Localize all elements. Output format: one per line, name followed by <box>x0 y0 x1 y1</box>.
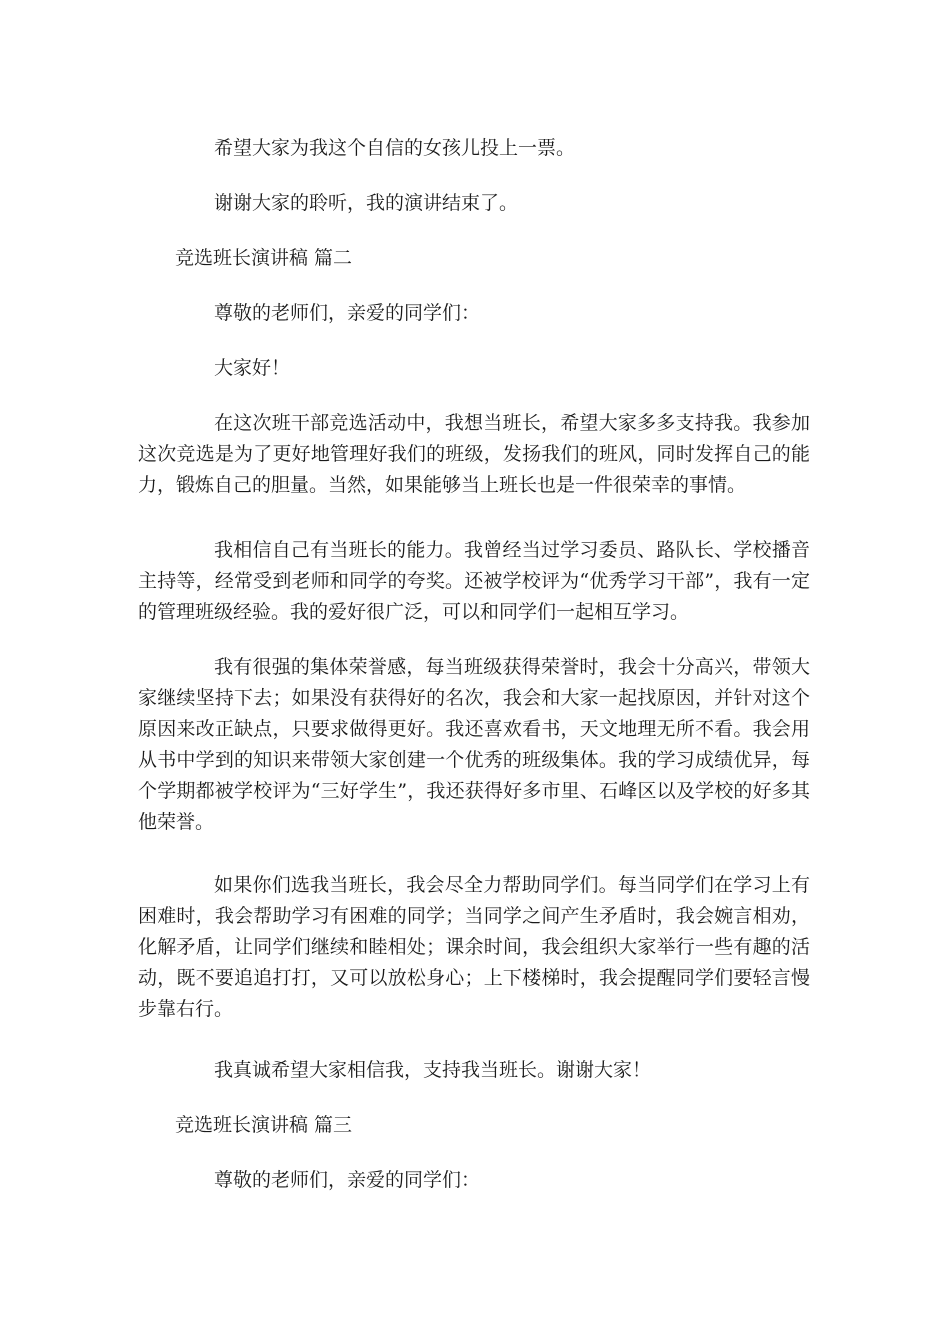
paragraph-promise: 如果你们选我当班长，我会尽全力帮助同学们。每当同学们在学习上有困难时，我会帮助学习有困难的同学；当同学之间产生矛盾时，我会婉言相劝，化解矛盾，让同学们继续和睦相处；课余时间，我会组织大家举行一些有趣的活动，既不要追追打打，又可以放松身心；上下楼梯时，我会提醒同学们要轻言慢步靠右行。 <box>138 874 810 1020</box>
section-heading-part-three: 竞选班长演讲稿 篇三 <box>175 1114 353 1136</box>
paragraph-closing-thanks: 谢谢大家的聆听，我的演讲结束了。 <box>214 192 519 214</box>
paragraph-salutation: 尊敬的老师们，亲爱的同学们： <box>214 302 481 324</box>
paragraph-intro: 在这次班干部竞选活动中，我想当班长，希望大家多多支持我。我参加这次竞选是为了更好地管理好我们的班级，发扬我们的班风，同时发挥自己的能力，锻炼自己的胆量。当然，如果能够当上班长也是一件很荣幸的事情。 <box>138 412 810 496</box>
paragraph-ability: 我相信自己有当班长的能力。我曾经当过学习委员、路队长、学校播音主持等，经常受到老师和同学的夸奖。还被学校评为“优秀学习干部”，我有一定的管理班级经验。我的爱好很广泛，可以和同学们一起相互学习。 <box>138 539 810 623</box>
paragraph-final-plea: 我真诚希望大家相信我，支持我当班长。谢谢大家！ <box>214 1059 652 1081</box>
paragraph-greeting: 大家好！ <box>214 357 291 379</box>
paragraph-collective-honor: 我有很强的集体荣誉感，每当班级获得荣誉时，我会十分高兴，带领大家继续坚持下去；如果没有获得好的名次，我会和大家一起找原因，并针对这个原因来改正缺点，只要求做得更好。我还喜欢看书，天文地理无所不看。我会用从书中学到的知识来带领大家创建一个优秀的班级集体。我的学习成绩优异，每个学期都被学校评为“三好学生”，我还获得好多市里、石峰区以及学校的好多其他荣誉。 <box>138 656 810 833</box>
paragraph-salutation-2: 尊敬的老师们，亲爱的同学们： <box>214 1169 481 1191</box>
paragraph-vote-request: 希望大家为我这个自信的女孩儿投上一票。 <box>214 137 576 159</box>
section-heading-part-two: 竞选班长演讲稿 篇二 <box>175 247 353 269</box>
